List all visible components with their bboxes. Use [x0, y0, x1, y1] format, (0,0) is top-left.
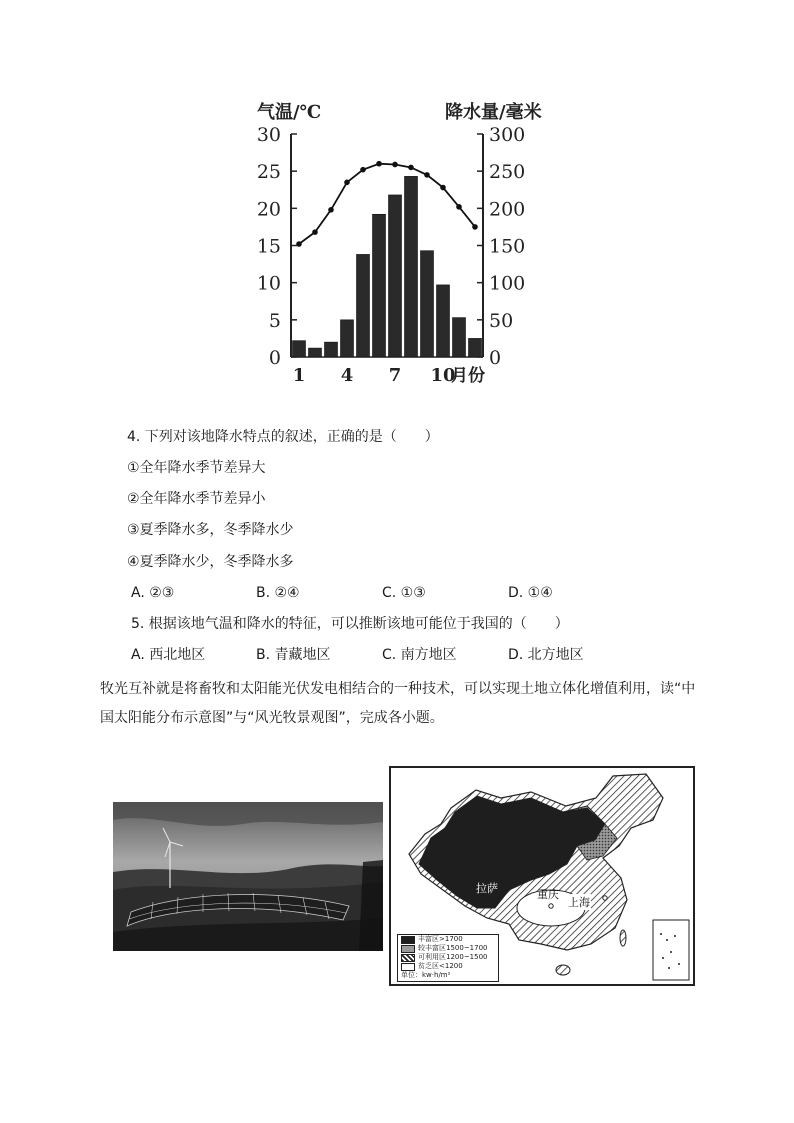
china-solar-map [389, 766, 695, 986]
passage-text: 牧光互补就是将畜牧和太阳能光伏发电相结合的一种技术，可以实现土地立体化增值利用，读“中国太阳能分布示意图”与“风光牧景观图”，完成各小题。 [100, 681, 696, 726]
y-right-tick-label: 150 [489, 235, 526, 258]
x-tick-label: 4 [340, 365, 354, 386]
temperature-point-3 [328, 207, 334, 213]
legend-item-rich: 丰富区>1700 [398, 935, 498, 944]
precipitation-bar-5 [357, 254, 370, 357]
map-label-chongqing: 重庆 [537, 888, 559, 901]
legend-unit: 单位：kw·h/m² [401, 971, 451, 979]
question-5-option-b: B. 青藏地区 [256, 647, 331, 663]
temperature-point-7 [392, 162, 398, 168]
question-4-statement-3: ③夏季降水多，冬季降水少 [127, 522, 294, 538]
precipitation-bar-10 [437, 285, 450, 357]
precipitation-bar-6 [373, 214, 386, 357]
y-right-tick-label: 50 [489, 309, 514, 332]
precipitation-bar-2 [309, 348, 322, 357]
temperature-point-9 [424, 172, 430, 178]
climate-chart [245, 92, 545, 392]
temperature-point-2 [312, 229, 318, 235]
y-right-tick-label: 0 [489, 347, 502, 369]
question-4-stem: 4. 下列对该地降水特点的叙述，正确的是（ ） [127, 429, 439, 445]
map-label-shanghai: 上海 [568, 896, 590, 909]
temperature-point-1 [296, 241, 302, 247]
temperature-curve [299, 164, 475, 244]
y-left-tick-label: 0 [268, 347, 281, 369]
precipitation-bar-12 [469, 338, 482, 357]
precipitation-bars [293, 176, 482, 357]
y-left-tick-label: 30 [256, 124, 281, 146]
question-5-option-d: D. 北方地区 [508, 647, 584, 663]
y-right-axis-title: 降水量/毫米 [445, 102, 542, 123]
x-tick-label: 1 [292, 365, 306, 386]
legend-item-sub-rich: 较丰富区1500~1700 [398, 944, 498, 953]
precipitation-bar-3 [325, 342, 338, 357]
precipitation-bar-8 [405, 176, 418, 357]
precipitation-bar-4 [341, 320, 354, 357]
y-right-tick-label: 300 [489, 124, 526, 146]
temperature-point-5 [360, 167, 366, 173]
question-5-stem: 5. 根据该地气温和降水的特征，可以推断该地可能位于我国的（ ） [131, 616, 569, 632]
question-4-option-a: A. ②③ [131, 585, 175, 601]
question-4-option-c: C. ①③ [382, 585, 426, 601]
temperature-point-6 [376, 161, 382, 167]
temperature-point-11 [456, 204, 462, 210]
y-right-tick-label: 200 [489, 198, 526, 221]
wind-solar-pasture-photo [113, 802, 383, 951]
temperature-line [296, 161, 478, 247]
y-left-tick-label: 15 [256, 235, 281, 258]
precipitation-bar-7 [389, 195, 402, 357]
map-label-lhasa: 拉萨 [476, 882, 498, 895]
question-4-statement-4: ④夏季降水少，冬季降水多 [127, 554, 294, 570]
temperature-point-4 [344, 180, 350, 186]
y-right-tick-label: 250 [489, 161, 526, 184]
question-5-option-a: A. 西北地区 [131, 647, 206, 663]
legend-item-usable: 可利用区1200~1500 [398, 953, 498, 962]
map-legend [397, 934, 499, 982]
question-5-option-c: C. 南方地区 [382, 647, 457, 663]
south-china-sea-inset [653, 920, 689, 980]
x-tick-label: 7 [388, 365, 402, 386]
question-4-statement-2: ②全年降水季节差异小 [127, 491, 266, 507]
x-axis-title: 月份 [451, 366, 485, 386]
y-left-axis-title: 气温/℃ [257, 102, 322, 123]
precipitation-bar-1 [293, 341, 306, 357]
precipitation-bar-9 [421, 251, 434, 357]
y-right-tick-label: 100 [489, 272, 526, 295]
y-left-tick-label: 5 [268, 309, 281, 332]
x-tick-label: 10 [430, 365, 456, 386]
question-4-option-d: D. ①④ [508, 585, 553, 601]
temperature-point-10 [440, 185, 446, 191]
precipitation-bar-11 [453, 318, 466, 357]
question-4-option-b: B. ②④ [256, 585, 300, 601]
temperature-point-12 [472, 224, 478, 230]
y-left-tick-label: 20 [256, 198, 281, 221]
temperature-point-8 [408, 165, 414, 171]
question-4-statement-1: ①全年降水季节差异大 [127, 460, 266, 476]
y-left-tick-label: 10 [256, 272, 281, 295]
legend-item-poor: 贫乏区<1200 [398, 962, 498, 971]
y-left-tick-label: 25 [256, 161, 281, 184]
